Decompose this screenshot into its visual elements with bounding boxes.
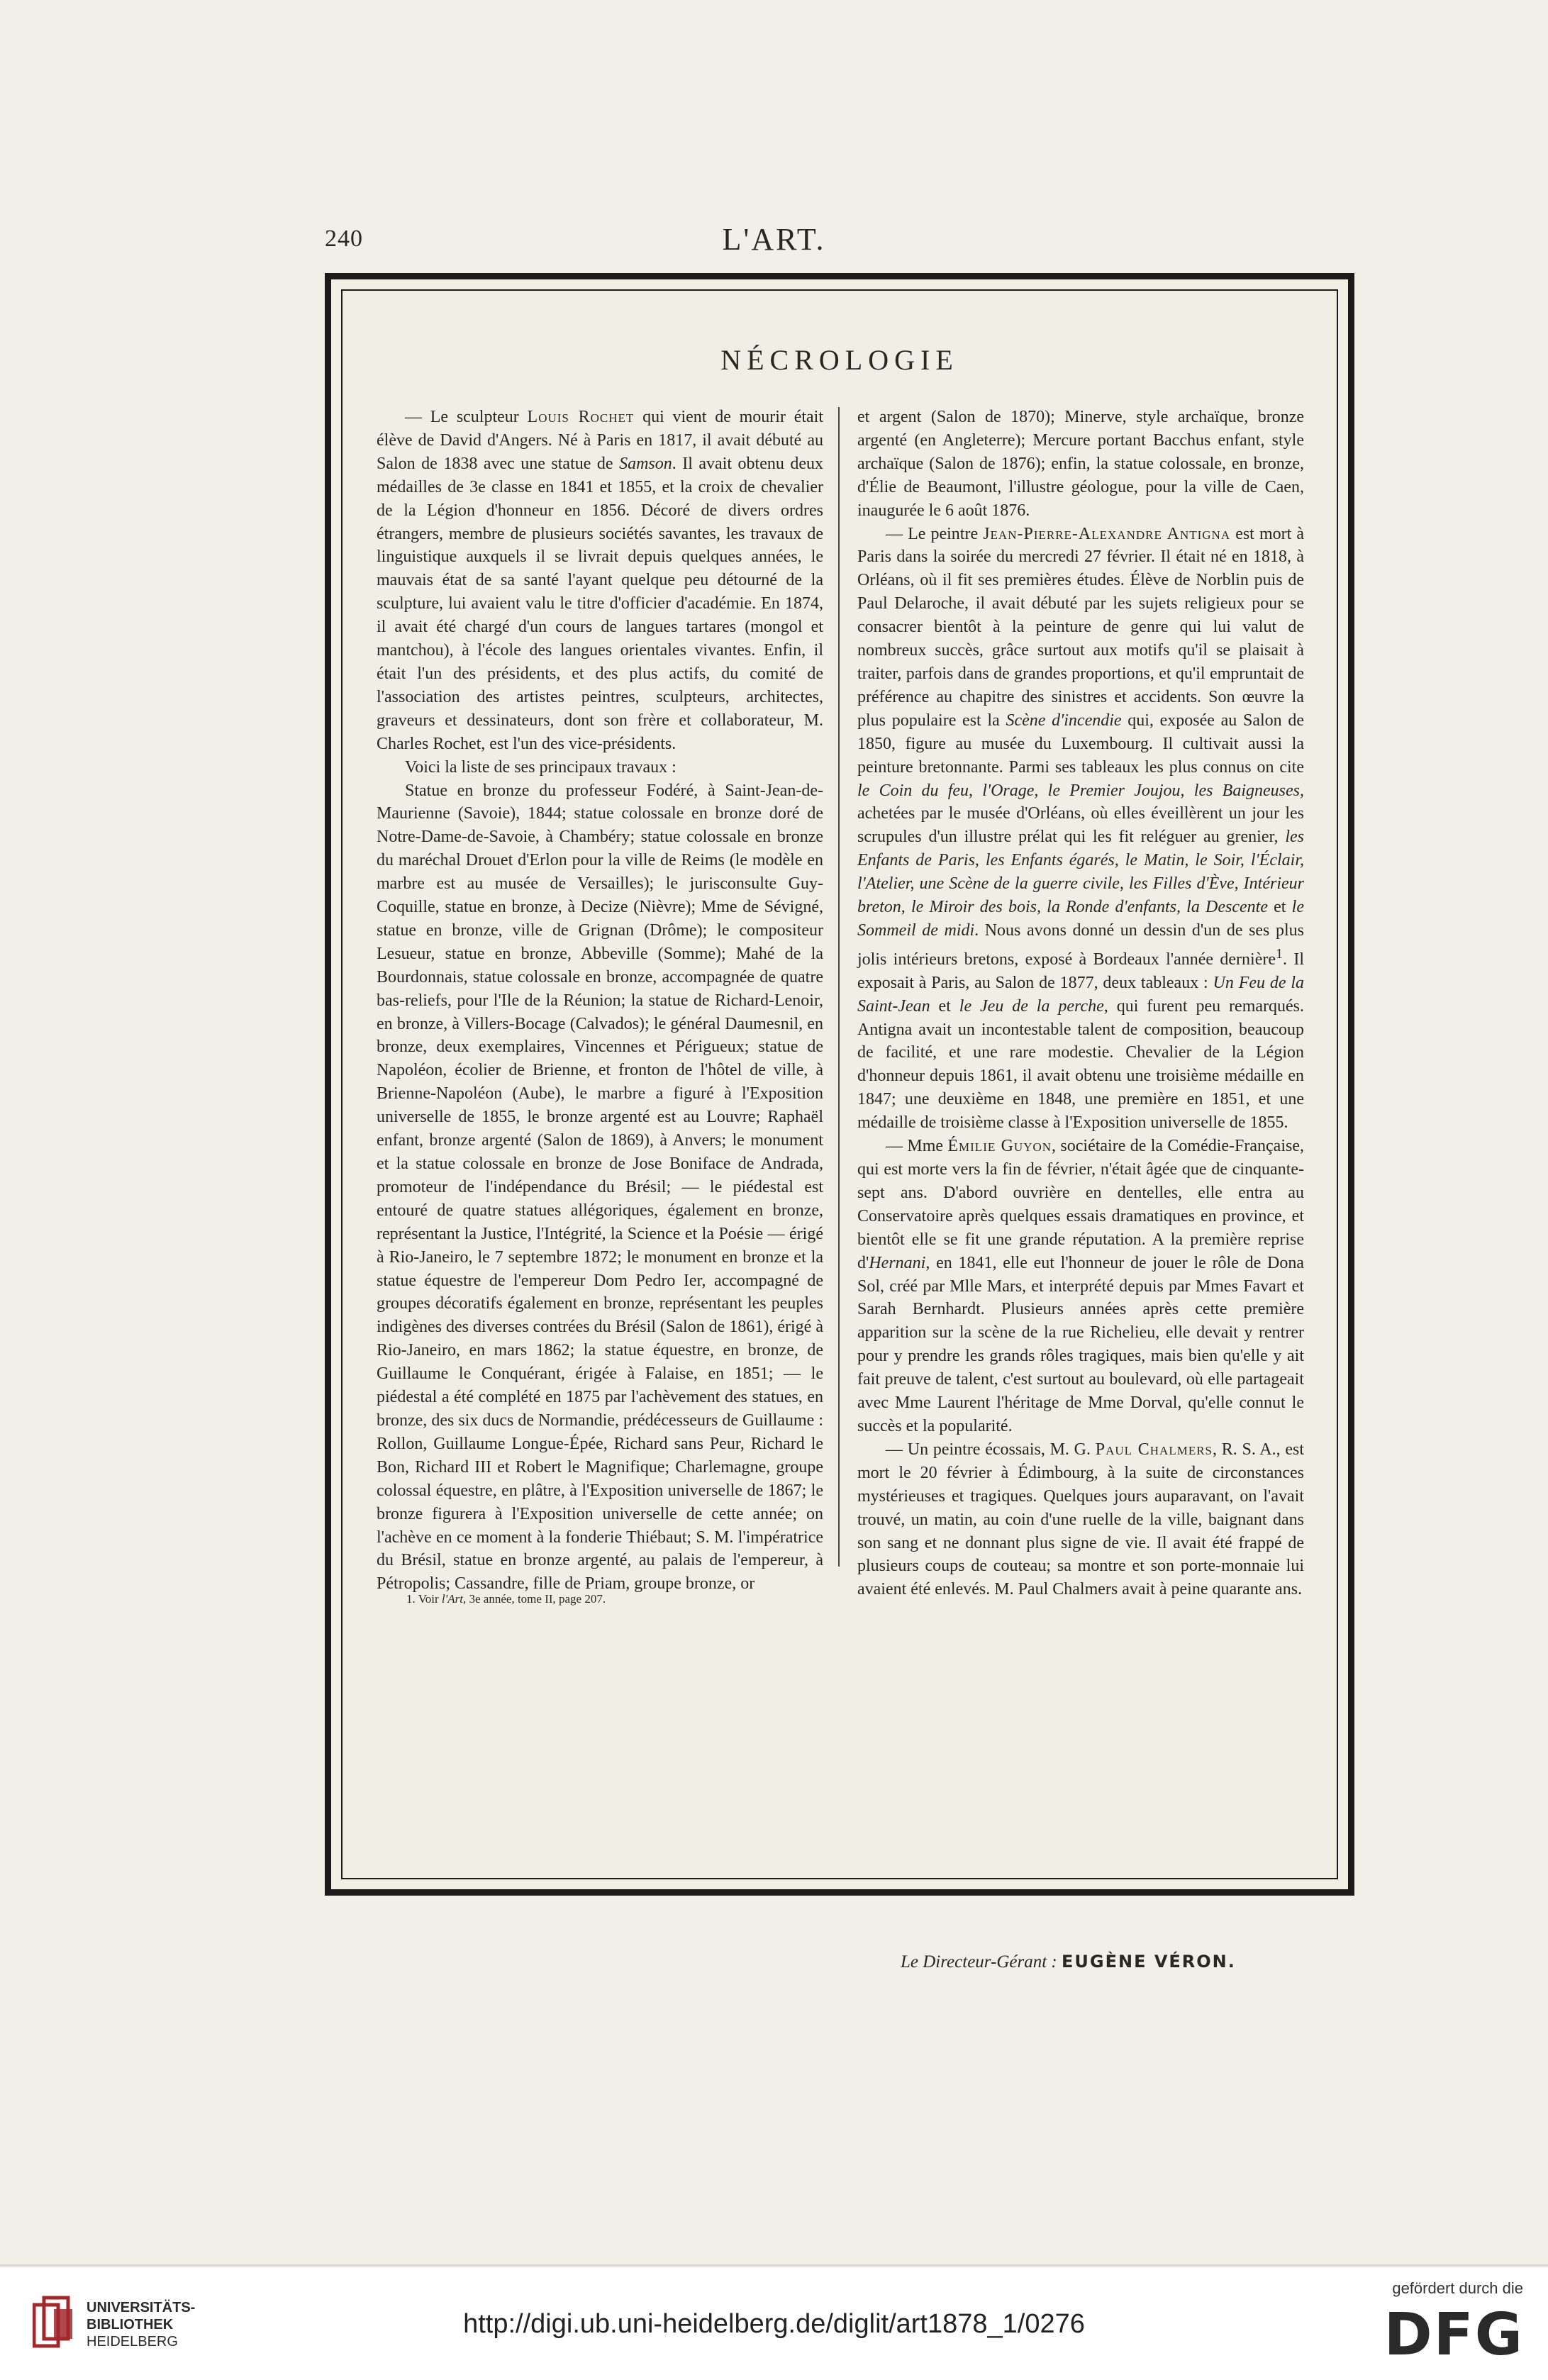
person-name: Jean-Pierre-Alexandre Antigna bbox=[983, 524, 1231, 543]
section-title: NÉCROLOGIE bbox=[720, 344, 959, 376]
right-column bbox=[857, 406, 1304, 1601]
rochet-paragraph: — Le sculpteur Louis Rochet qui vient de mourir était élève de David d'Angers. Né à Paris en 1817, il avait débuté au Salon de 1838 avec une statue de Samson. Il avait obtenu deux médailles de 3e classe en 1841 et 1855, et la croix de chevalier de la Légion d'honneur en 1856. Décoré de divers ordres étrangers, membre de plusieurs sociétés savantes, les travaux de linguistique auxquels il se livrait depuis quelques années, le mauvais état de sa santé l'ayant quelque peu détourné de la sculpture, lui avaient valu le titre d'officier d'académie. En 1874, il avait été chargé d'un cours de langues tartares (mongol et mantchou), à l'école des langues orientales vivantes. Enfin, il était l'un des présidents, et des plus actifs, du comité de l'association des artistes peintres, sculpteurs, architectes, graveurs et dessinateurs, dont son frère et collaborateur, M. Charles Rochet, est l'un des vice-présidents. bbox=[377, 408, 824, 753]
left-column bbox=[377, 406, 823, 1596]
library-name: UNIVERSITÄTS- BIBLIOTHEK HEIDELBERG bbox=[87, 2300, 196, 2350]
chalmers-paragraph: — Un peintre écossais, M. G. Paul Chalmers, R. S. A., est mort le 20 février à Édimbourg, à la suite de circonstances mystérieuses et tragiques. Quelques jours auparavant, on l'avait trouvé, un matin, au coin d'une ruelle de la ville, baignant dans son sang et ne donnant plus signe de vie. Il avait été frappé de plusieurs coups de couteau; sa montre et son porte-monnaie lui avaient été enlevés. M. Paul Chalmers avait à peine quarante ans. bbox=[857, 1440, 1305, 1599]
column-divider bbox=[838, 407, 840, 1567]
guyon-paragraph: — Mme Émilie Guyon, sociétaire de la Comédie-Française, qui est morte vers la fin de février, n'était âgée que de cinquante-sept ans. D'abord ouvrière en dentelles, elle entra au Conservatoire après quelques essais dramatiques en province, et bientôt elle se fit une grande réputation. A la première reprise d'Hernani, en 1841, elle eut l'honneur de jouer le rôle de Dona Sol, créé par Mlle Mars, et interprété depuis par Mmes Favart et Sarah Bernhardt. Plusieurs années après cette première apparition sur la scène de la rue Richelieu, elle devait y rentrer pour y prendre les grands rôles tragiques, mais bien qu'elle y ait fait preuve de talent, c'est surtout au boulevard, où elle partageait avec Mme Laurent l'héritage de Mme Dorval, qu'elle connut le succès et la popularité. bbox=[857, 1137, 1304, 1435]
works-intro: Voici la liste de ses principaux travaux : bbox=[405, 757, 676, 777]
page-number: 240 bbox=[325, 226, 363, 252]
person-name: Paul Chalmers bbox=[1095, 1440, 1213, 1459]
dfg-logo-icon: DFG bbox=[1383, 2301, 1524, 2369]
footnote-ref: 1 bbox=[1276, 945, 1283, 962]
footer-bar bbox=[0, 2264, 1548, 2380]
footnote: 1. Voir l'Art, 3e année, tome II, page 207. bbox=[406, 1592, 606, 1606]
article-frame bbox=[325, 273, 1354, 1896]
funding-label: gefördert durch die bbox=[1392, 2279, 1523, 2297]
source-url[interactable]: http://digi.ub.uni-heidelberg.de/diglit/art1878_1/0276 bbox=[463, 2309, 1085, 2339]
antigna-paragraph: — Le peintre Jean-Pierre-Alexandre Antigna est mort à Paris dans la soirée du mercredi 27 février. Il était né en 1818, à Orléans, où il fit ses premières études. Élève de Norblin puis de Paul Delaroche, il avait débuté par les sujets religieux pour se consacrer bientôt à la peinture de genre qui lui valut de nombreux succès, grâce surtout aux motifs qu'il se plaisait à traiter, parfois dans de grandes proportions, et qu'il empruntait de préférence au chapitre des sinistres et accidents. Son œuvre la plus populaire est la Scène d'incendie qui, exposée au Salon de 1850, figure au musée du Luxembourg. Il cultivait aussi la peinture bretonnante. Parmi ses tableaux les plus connus on cite le Coin du feu, l'Orage, le Premier Joujou, les Baigneuses, achetées par le musée d'Orléans, où elles éveillèrent un jour les scrupules d'un illustre prélat qui les fit reléguer au grenier, les Enfants de Paris, les Enfants égarés, le Matin, le Soir, l'Éclair, l'Atelier, une Scène de la guerre civile, les Filles d'Ève, Intérieur breton, le Miroir des bois, la Ronde d'enfants, la Descente et le Sommeil de midi. Nous avons donné un dessin d'un de ses plus jolis intérieurs bretons, exposé à Bordeaux l'année dernière$^1$. Il exposait à Paris, au Salon de 1877, deux tableaux : Un Feu de la Saint-Jean et le Jeu de la perche, qui furent peu remarqués. Antigna avait un incontestable talent de composition, beaucoup de facilité, et une rare modestie. Chevalier de la Légion d'honneur depuis 1861, il avait obtenu une troisième médaille en 1847; une deuxième en 1848, une première en 1851, et une médaille de troisième classe à l'Exposition universelle de 1855. bbox=[857, 524, 1305, 1133]
person-name: Émilie Guyon bbox=[947, 1137, 1052, 1156]
works-list-continued: et argent (Salon de 1870); Minerve, style archaïque, bronze argenté (en Angleterre); Mercure portant Bacchus enfant, style archaïque (Salon de 1876); enfin, la statue colossale, en bronze, d'Élie de Beaumont, l'illustre géologue, pour la ville de Caen, inaugurée le 6 août 1876. bbox=[857, 408, 1304, 520]
signature: Le Directeur-Gérant : EUGÈNE VÉRON. bbox=[901, 1952, 1236, 1972]
person-name: Louis Rochet bbox=[527, 408, 635, 426]
running-head: L'ART. bbox=[722, 222, 826, 257]
works-list: Statue en bronze du professeur Fodéré, à Saint-Jean-de-Maurienne (Savoie), 1844; statue colossale en bronze doré de Notre-Dame-de-Savoie, à Chambéry; statue colossale en bronze du maréchal Drouet d'Erlon pour la ville de Reims (le modèle en marbre est au musée de Versailles); le jurisconsulte Guy-Coquille, statue en bronze, à Decize (Nièvre); Mme de Sévigné, statue en bronze, ville de Grignan (Drôme); le compositeur Lesueur, statue en bronze, Abbeville (Somme); Mahé de la Bourdonnais, statue colossale en bronze, accompagnée de quatre bas-reliefs, pour l'Ile de la Réunion; la statue de Richard-Lenoir, en bronze, à Villers-Bocage (Calvados); le général Daumesnil, en bronze, deux exemplaires, Vincennes et Périgueux; statue de Napoléon, écolier de Brienne, et fronton de l'hôtel de ville, à Brienne-Napoléon (Aube), le marbre a figuré à l'Exposition universelle de 1855, le bronze argenté est au Louvre; Raphaël enfant, bronze argenté (Salon de 1869), à Anvers; le monument et la statue colossale en bronze de Jose Boniface de Andrada, promoteur de l'indépendance du Brésil; — le piédestal est entouré de quatre statues allégoriques, également en bronze, représentant la Justice, l'Intégrité, la Science et la Poésie — érigé à Rio-Janeiro, le 7 septembre 1872; le monument en bronze et la statue équestre de l'empereur Dom Pedro Ier, accompagné de groupes décoratifs également en bronze, représentant les peuples indigènes des diverses contrées du Brésil (Salon de 1861), érigé à Rio-Janeiro, en mars 1862; la statue équestre, en bronze, de Guillaume le Conquérant, érigée à Falaise, en 1851; — le piédestal a été complété en 1875 par l'achèvement des statues, en bronze, des six ducs de Normandie, prédécesseurs de Guillaume : Rollon, Guillaume Longue-Épée, Richard sans Peur, Richard le Bon, Richard III et Robert le Magnifique; Charlemagne, groupe colossal équestre, en plâtre, à l'Exposition universelle de 1867; le bronze figurera à l'Exposition universelle de cette année; on l'achève en ce moment à la fonderie Thiébaut; S. M. l'impératrice du Brésil, statue en bronze argenté, au palais de l'empereur, à Pétropolis; Cassandre, fille de Priam, groupe bronze, or bbox=[377, 781, 823, 1594]
